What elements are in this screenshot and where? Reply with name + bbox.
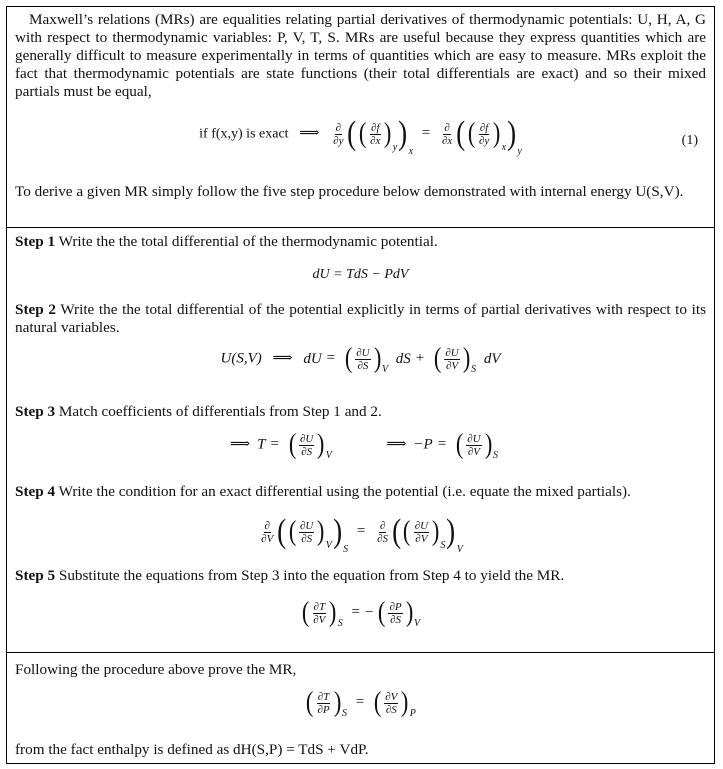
procedure-intro [7, 183, 714, 201]
step-2 [7, 301, 714, 337]
mixed-partial-lhs: $\frac{\partial}{\partial y}$ ( ( $\frac{\partial f}{\partial x}$ ) y ) x [333, 115, 414, 157]
step-5-equation: ( $\frac{\partial T}{\partial V}$ ) S = − ( $\frac{\partial P}{\partial S}$ ) V [301, 597, 421, 629]
exactness-condition-text: if f(x,y) is exact [199, 126, 289, 142]
step-4-equation: $\frac{\partial}{\partial V}$ ( ( $\frac{\partial U}{\partial S}$ ) V ) S = $\frac{\partial}{\partial S}$ ( ( $\frac{\partial U}{\partial V}$ ) S ) V [261, 513, 463, 555]
step-1-label: Step 1 [15, 233, 56, 250]
divider-top [7, 227, 714, 228]
step-1 [7, 233, 714, 251]
procedure-paragraph: To derive a given MR simply follow the five step procedure below demonstrated with internal energy U(S,V). [15, 183, 684, 200]
step-2-text: Write the the total differential of the potential explicitly in terms of partial derivatives with respect to its natural variables. [15, 301, 706, 336]
step-2-equation: U(S,V) ⟹ dU = ( $\frac{\partial U}{\partial S}$ ) V dS + ( $\frac{\partial U}{\partial V}$ ) S dV [220, 343, 501, 375]
intro-section [7, 11, 714, 101]
step-1-text: Write the the total differential of the thermodynamic potential. [58, 233, 438, 250]
step-3-label: Step 3 [15, 403, 56, 420]
problem-sheet [6, 6, 715, 764]
exercise-section [7, 661, 714, 679]
intro-paragraph: Maxwell’s relations (MRs) are equalities relating partial derivatives of thermodynamic potentials: U, H, A, G with respect to thermodynamic variables: P, V, T, S. MRs are useful because they express quantities which are generally difficult to measure experimentally in terms of quantities which are easy to measure. MRs exploit the fact that thermodynamic potentials are state functions (their total differentials are exact) and so their mixed partials must be equal, [15, 11, 706, 100]
step-2-label: Step 2 [15, 301, 56, 318]
step-3 [7, 403, 714, 421]
equation-number: (1) [681, 133, 698, 148]
exactness-equation: if f(x,y) is exact ⟹ $\frac{\partial}{\partial y}$ ( ( $\frac{\partial f}{\partial x}$ ) y ) x = $\frac{\partial}{\partial x}$ ( ( $\frac{\partial f}{\partial y}$ ) x ) y [199, 115, 522, 157]
exercise-footer-section [7, 741, 714, 759]
exercise-prompt: Following the procedure above prove the MR, [15, 661, 297, 678]
step-3-text: Match coefficients of differentials from Step 1 and 2. [58, 403, 382, 420]
exercise-equation: ( $\frac{\partial T}{\partial P}$ ) S = ( $\frac{\partial V}{\partial S}$ ) P [306, 687, 416, 719]
step-5-text: Substitute the equations from Step 3 into the equation from Step 4 to yield the MR. [58, 567, 565, 584]
step-1-equation: dU = TdS − PdV [312, 267, 409, 282]
step-2-prefix: U(S,V) [220, 350, 262, 367]
step-3-equations: ⟹ T = ( $\frac{\partial U}{\partial S}$ ) V ⟹ −P = ( $\frac{\partial U}{\partial V}$ ) S [230, 429, 498, 461]
step-5-label: Step 5 [15, 567, 56, 584]
step-5 [7, 567, 714, 585]
divider-bottom [7, 652, 714, 653]
mixed-partial-rhs: $\frac{\partial}{\partial x}$ ( ( $\frac{\partial f}{\partial y}$ ) x ) y [441, 115, 522, 157]
exercise-footer: from the fact enthalpy is defined as dH(S,P) = TdS + VdP. [15, 741, 369, 758]
step-4 [7, 483, 714, 501]
step-4-text: Write the condition for an exact differential using the potential (i.e. equate the mixed partials). [58, 483, 631, 500]
step-4-label: Step 4 [15, 483, 56, 500]
implies-arrow-icon: ⟹ [299, 126, 320, 142]
